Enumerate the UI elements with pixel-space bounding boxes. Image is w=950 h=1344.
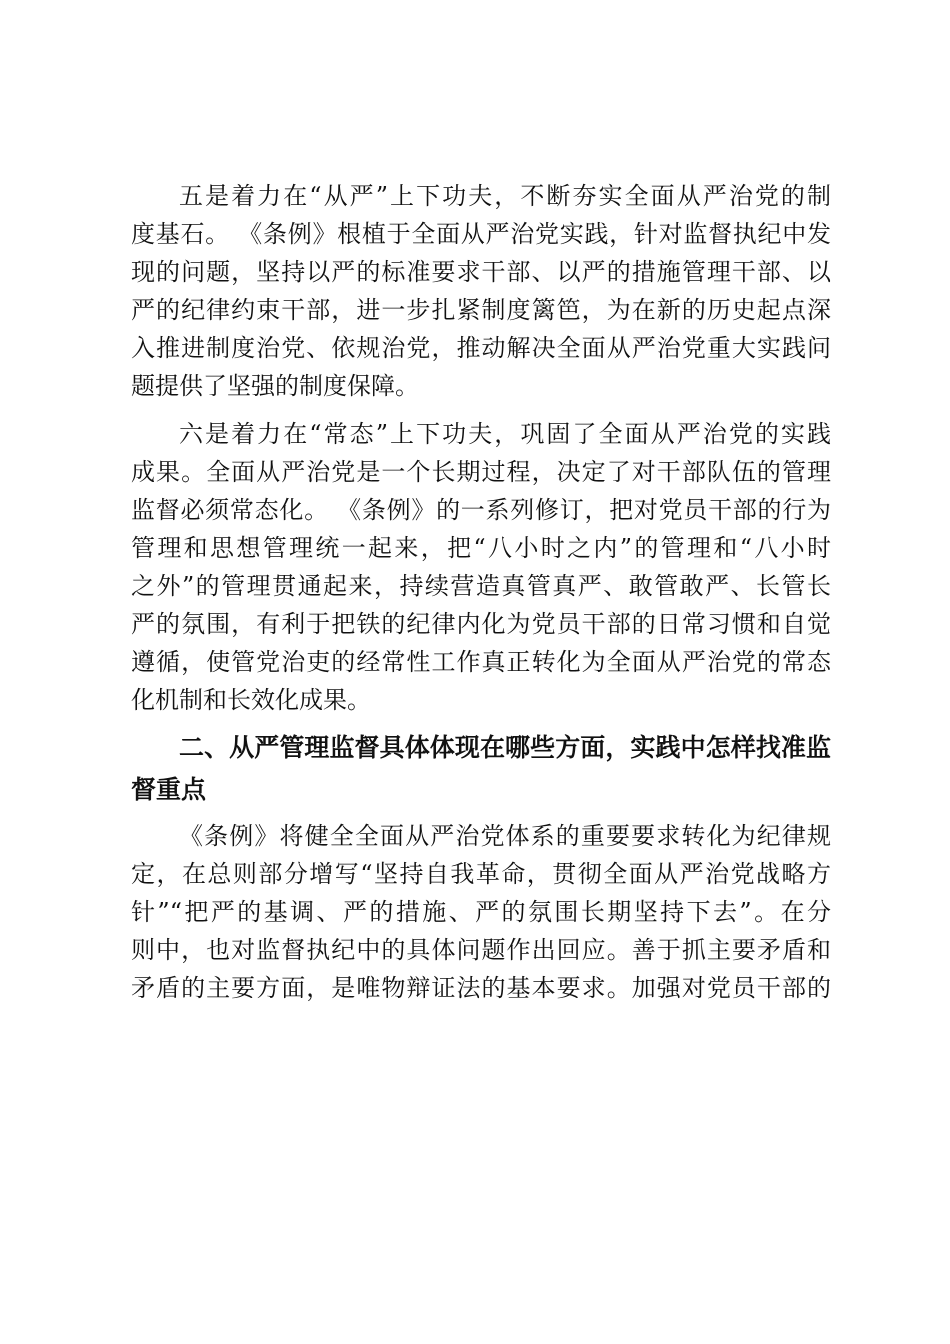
paragraph-1-line-2: 度基石。 《条例》根植于全面从严治党实践，针对监督执纪中发 [131, 220, 831, 248]
paragraph-1-line-1: 五是着力在“从严”上下功夫，不断夯实全面从严治党的制 [179, 182, 831, 210]
paragraph-3-line-2: 定，在总则部分增写“坚持自我革命，贯彻全面从严治党战略方 [131, 860, 831, 888]
paragraph-2-line-2: 成果。全面从严治党是一个长期过程，决定了对干部队伍的管理 [131, 458, 831, 486]
paragraph-2-line-7: 遵循，使管党治吏的经常性工作真正转化为全面从严治党的常态 [131, 648, 831, 676]
paragraph-2-line-3: 监督必须常态化。 《条例》的一系列修订，把对党员干部的行为 [131, 496, 831, 524]
paragraph-3-line-5: 矛盾的主要方面，是唯物辩证法的基本要求。加强对党员干部的 [131, 974, 831, 1002]
paragraph-2-line-1: 六是着力在“常态”上下功夫，巩固了全面从严治党的实践 [179, 420, 831, 448]
section-heading-line-1: 二、从严管理监督具体体现在哪些方面，实践中怎样找准监 [179, 733, 831, 762]
paragraph-3-line-3: 针”“把严的基调、严的措施、严的氛围长期坚持下去”。在分 [131, 898, 831, 926]
paragraph-1-line-3: 现的问题，坚持以严的标准要求干部、以严的措施管理干部、以 [131, 258, 831, 286]
paragraph-2-line-6: 严的氛围，有利于把铁的纪律内化为党员干部的日常习惯和自觉 [131, 610, 831, 638]
paragraph-3-line-1: 《条例》将健全全面从严治党体系的重要要求转化为纪律规 [179, 822, 831, 850]
paragraph-1-line-4: 严的纪律约束干部，进一步扎紧制度篱笆，为在新的历史起点深 [131, 296, 831, 324]
paragraph-2-line-8: 化机制和长效化成果。 [131, 686, 371, 714]
paragraph-3-line-4: 则中，也对监督执纪中的具体问题作出回应。善于抓主要矛盾和 [131, 936, 831, 964]
section-heading-line-2: 督重点 [131, 775, 207, 804]
paragraph-1-line-6: 题提供了坚强的制度保障。 [131, 372, 419, 400]
paragraph-2-line-5: 之外”的管理贯通起来，持续营造真管真严、敢管敢严、长管长 [131, 572, 831, 600]
paragraph-1-line-5: 入推进制度治党、依规治党，推动解决全面从严治党重大实践问 [131, 334, 831, 362]
paragraph-2-line-4: 管理和思想管理统一起来，把“八小时之内”的管理和“八小时 [131, 534, 831, 562]
